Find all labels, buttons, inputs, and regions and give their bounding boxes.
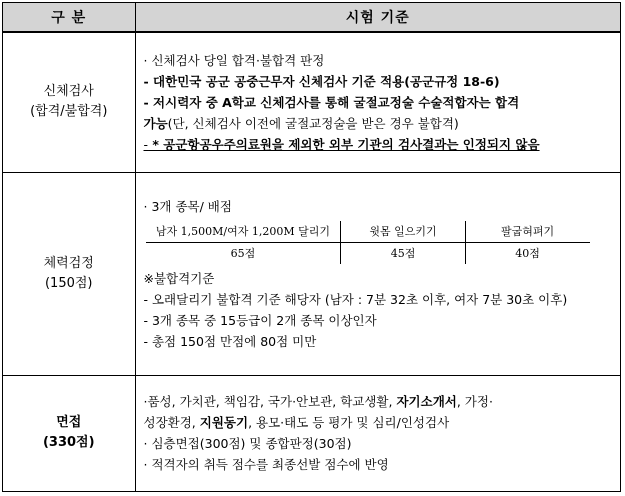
physical-exam-row <box>3 32 620 172</box>
physical-exam-criteria <box>135 32 620 172</box>
physical-exam-line-2: - 대한민국 공군 공중근무자 신체검사 기준 적용(공군규정 18-6) <box>143 73 500 89</box>
fitness-score-run: 65점 <box>146 242 341 264</box>
fitness-fail-3: - 총점 150점 만점에 80점 미만 <box>143 333 317 349</box>
physical-exam-line-5 <box>144 134 615 155</box>
header-category: 구 분 <box>3 3 135 32</box>
interview-line-2b: 지원동기 <box>199 415 249 431</box>
fitness-cell <box>3 172 135 375</box>
fitness-row <box>3 172 620 375</box>
criteria-table-frame <box>2 2 621 492</box>
fitness-score-table <box>146 221 590 264</box>
header-row <box>3 3 620 32</box>
header-criteria: 시험 기준 <box>135 3 620 32</box>
interview-line-1a: ·품성, 가치관, 책임감, 국가·안보관, 학교생활, <box>143 394 397 410</box>
physical-exam-line-5-text: * 공군항공우주의료원을 제외한 외부 기관의 검사결과는 인정되지 않음 <box>148 136 540 152</box>
interview-line-3: · 심층면접(300점) 및 종합판정(30점) <box>143 436 352 452</box>
interview-line-1b: 자기소개서 <box>396 394 457 410</box>
fitness-intro: · 3개 종목/ 배점 <box>143 198 232 214</box>
criteria-table <box>3 3 620 491</box>
physical-exam-line-1: · 신체검사 당일 합격·불합격 판정 <box>143 52 325 68</box>
fitness-sub: (150점) <box>44 275 93 291</box>
physical-exam-line-3: - 저시력자 중 A학교 신체검사를 통해 굴절교정술 수술적합자는 합격 <box>143 94 520 110</box>
interview-row <box>3 375 620 491</box>
physical-exam-line-4-rest: (단, 신체검사 이전에 굴절교정술을 받은 경우 불합격) <box>167 115 459 131</box>
fitness-score-situp: 45점 <box>341 242 465 264</box>
fitness-criteria <box>135 172 620 375</box>
fitness-events-row <box>146 221 590 243</box>
interview-line-2c: , 용모·태도 등 평가 및 심리/인성검사 <box>248 415 450 431</box>
interview-line-2a: 성장환경, <box>143 415 200 431</box>
interview-label: 면접 <box>56 415 82 431</box>
physical-exam-line-4 <box>144 113 615 134</box>
fitness-fail-title: ※불합격기준 <box>143 270 215 286</box>
fitness-fail-2: - 3개 종목 중 15등급이 2개 종목 이상인자 <box>143 312 377 328</box>
fitness-score-pushup: 40점 <box>465 242 589 264</box>
interview-line-4: · 적격자의 취득 점수를 최종선발 점수에 반영 <box>143 457 389 473</box>
interview-sub: (330점) <box>42 435 95 451</box>
interview-line-1c: , 가정· <box>456 394 493 410</box>
interview-line-1 <box>144 391 615 412</box>
physical-exam-sub: (합격/불합격) <box>30 104 108 120</box>
physical-exam-label: 신체검사 <box>43 84 94 100</box>
physical-exam-cell <box>3 32 135 172</box>
fitness-fail-1: - 오래달리기 불합격 기준 해당자 (남자 : 7분 32초 이후, 여자 7분 30초 이후) <box>143 291 568 307</box>
fitness-event-pushup: 팔굽혀펴기 <box>465 221 589 243</box>
interview-cell <box>3 375 135 491</box>
physical-exam-line-5-dash: - <box>143 136 149 152</box>
fitness-label: 체력검정 <box>43 255 94 271</box>
interview-criteria <box>135 375 620 491</box>
physical-exam-line-4-bold: 가능 <box>143 115 168 131</box>
fitness-scores-row <box>146 242 590 264</box>
interview-line-2 <box>144 412 615 433</box>
fitness-event-run: 남자 1,500M/여자 1,200M 달리기 <box>146 221 341 243</box>
fitness-event-situp: 윗몸 일으키기 <box>341 221 465 243</box>
